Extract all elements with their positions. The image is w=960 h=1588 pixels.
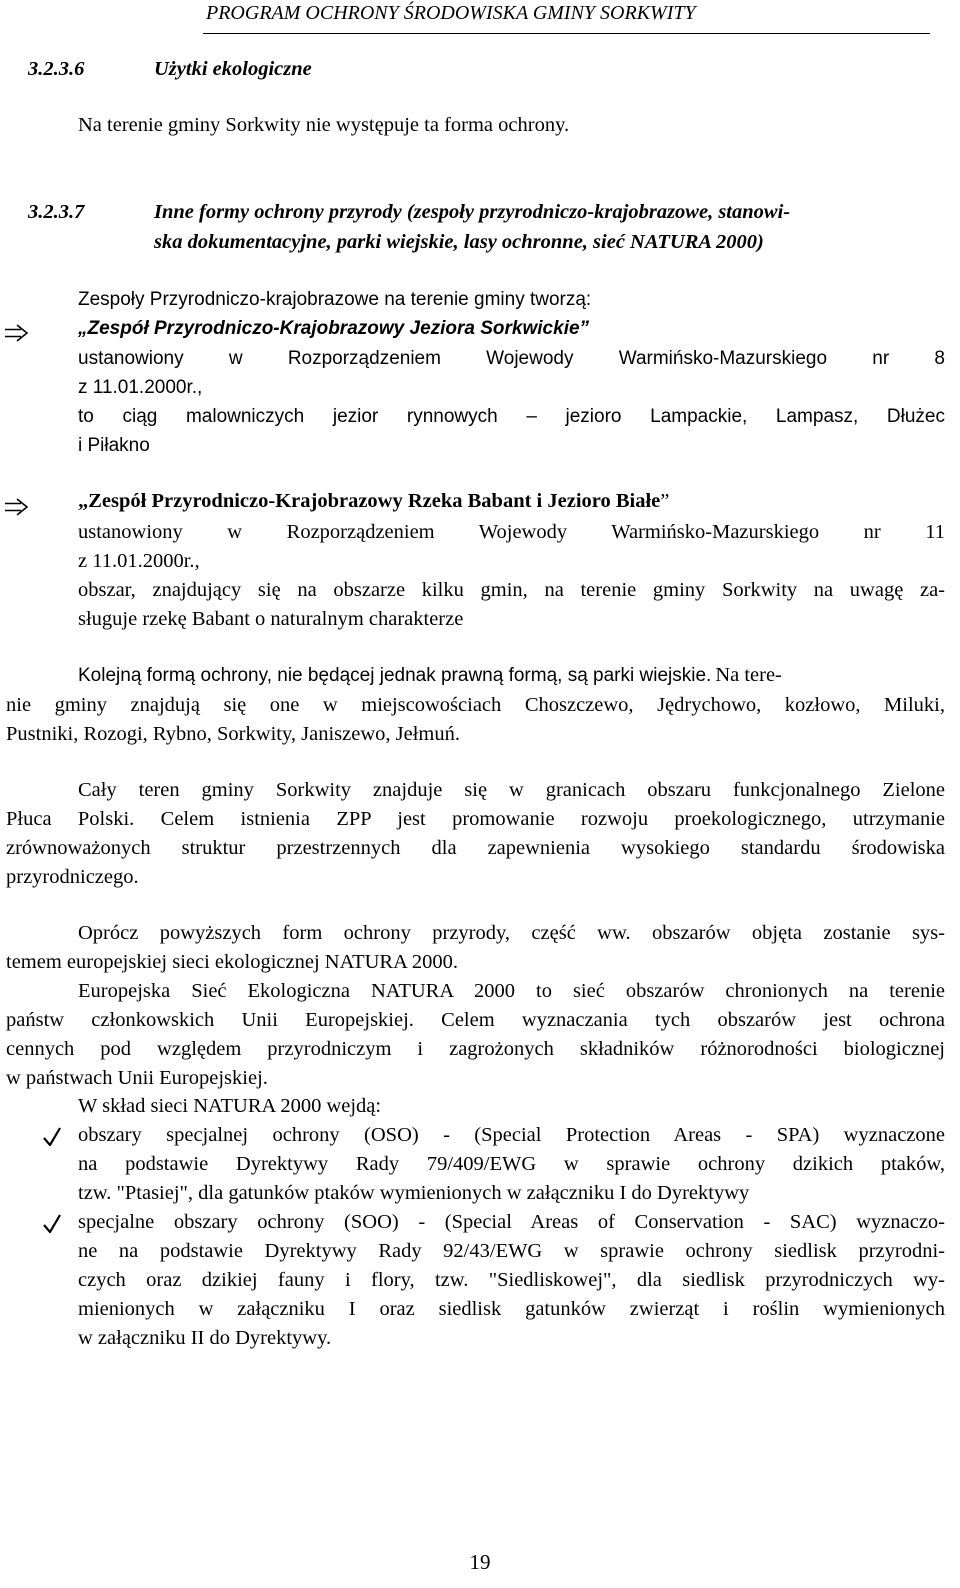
header-rule bbox=[203, 33, 930, 34]
list-item-line: specjalne obszary ochrony (SOO) - (Special Areas of Conservation - SAC) wyznaczo- bbox=[78, 1211, 945, 1233]
section-number: 3.2.3.7 bbox=[28, 201, 85, 223]
paragraph-text: Kolejną formą ochrony, nie będącej jednak prawną formą, są parki wiejskie. bbox=[78, 665, 712, 686]
paragraph-line bbox=[78, 664, 782, 687]
paragraph: Zespoły Przyrodniczo-krajobrazowe na terenie gminy tworzą: bbox=[78, 289, 592, 310]
paragraph-line: z 11.01.2000r., bbox=[78, 377, 203, 398]
paragraph-line: Płuca Polski. Celem istnienia ZPP jest promowanie rozwoju proekologicznego, utrzymanie bbox=[6, 808, 945, 830]
paragraph-line: W skład sieci NATURA 2000 wejdą: bbox=[78, 1095, 382, 1117]
paragraph-line: i Piłakno bbox=[78, 435, 150, 456]
paragraph-line: cennych pod względem przyrodniczym i zagrożonych składników różnorodności biologicznej bbox=[6, 1038, 945, 1060]
checkmark-icon bbox=[42, 1126, 62, 1148]
list-item-line: na podstawie Dyrektywy Rady 79/409/EWG w sprawie ochrony dzikich ptaków, bbox=[78, 1153, 945, 1175]
paragraph-line: z 11.01.2000r., bbox=[78, 550, 200, 572]
paragraph-line: obszar, znajdujący się na obszarze kilku gmin, na terenie gminy Sorkwity na uwagę za- bbox=[78, 579, 945, 601]
double-right-arrow-icon bbox=[4, 497, 30, 517]
checkmark-icon bbox=[42, 1213, 62, 1235]
list-item-line: ne na podstawie Dyrektywy Rady 92/43/EWG w sprawie ochrony siedlisk przyrodni- bbox=[78, 1240, 945, 1262]
paragraph-line: Europejska Sieć Ekologiczna NATURA 2000 to sieć obszarów chronionych na terenie bbox=[78, 980, 945, 1002]
paragraph-line: przyrodniczego. bbox=[6, 866, 139, 888]
list-item-line: tzw. "Ptasiej", dla gatunków ptaków wymienionych w załączniku I do Dyrektywy bbox=[78, 1182, 750, 1204]
page-number: 19 bbox=[469, 1550, 491, 1574]
paragraph-line: Oprócz powyższych form ochrony przyrody, część ww. obszarów objęta zostanie sys- bbox=[78, 922, 945, 944]
section-title: ska dokumentacyjne, parki wiejskie, lasy ochronne, sieć NATURA 2000) bbox=[154, 231, 764, 253]
paragraph-line: państw członkowskich Unii Europejskiej. Celem wyznaczania tych obszarów jest ochrona bbox=[6, 1009, 945, 1031]
zespol-name-text: „Zespół Przyrodniczo-Krajobrazowy Rzeka Babant i Jezioro Białe bbox=[78, 490, 661, 512]
list-item-line: w załączniku II do Dyrektywy. bbox=[78, 1327, 332, 1349]
paragraph-line: sługuje rzekę Babant o naturalnym charakterze bbox=[78, 608, 464, 630]
paragraph-line: ustanowiony w Rozporządzeniem Wojewody Warmińsko-Mazurskiego nr 8 bbox=[78, 348, 945, 369]
paragraph-line: Cały teren gminy Sorkwity znajduje się w granicach obszaru funkcjonalnego Zielone bbox=[78, 779, 945, 801]
section-number: 3.2.3.6 bbox=[28, 58, 85, 80]
paragraph-line: ustanowiony w Rozporządzeniem Wojewody Warmińsko-Mazurskiego nr 11 bbox=[78, 521, 945, 543]
double-right-arrow-icon bbox=[4, 323, 30, 343]
list-item-line: obszary specjalnej ochrony (OSO) - (Special Protection Areas - SPA) wyznaczone bbox=[78, 1124, 945, 1146]
paragraph-line: to ciąg malowniczych jezior rynnowych – jezioro Lampackie, Lampasz, Dłużec bbox=[78, 406, 945, 427]
zespol-name-quote: ” bbox=[660, 490, 670, 512]
list-item-line: czych oraz dzikiej fauny i flory, tzw. "Siedliskowej", dla siedlisk przyrodniczych wy- bbox=[78, 1269, 945, 1291]
paragraph-line: temem europejskiej sieci ekologicznej NATURA 2000. bbox=[6, 951, 459, 973]
list-item-line: mienionych w załączniku I oraz siedlisk gatunków zwierząt i roślin wymienionych bbox=[78, 1298, 945, 1320]
paragraph-text: Na tere- bbox=[715, 664, 782, 686]
paragraph-line: Pustniki, Rozogi, Rybno, Sorkwity, Janiszewo, Jełmuń. bbox=[6, 723, 460, 745]
paragraph-line: w państwach Unii Europejskiej. bbox=[6, 1067, 268, 1089]
zespol-name bbox=[78, 490, 669, 513]
section-title: Użytki ekologiczne bbox=[154, 58, 312, 80]
running-header: PROGRAM OCHRONY ŚRODOWISKA GMINY SORKWITY bbox=[206, 2, 696, 24]
section-title: Inne formy ochrony przyrody (zespoły przyrodniczo-krajobrazowe, stanowi- bbox=[154, 201, 791, 223]
zespol-name: „Zespół Przyrodniczo-Krajobrazowy Jeziora Sorkwickie” bbox=[78, 318, 590, 339]
paragraph-line: zrównoważonych struktur przestrzennych dla zapewnienia wysokiego standardu środowiska bbox=[6, 837, 945, 859]
paragraph: Na terenie gminy Sorkwity nie występuje ta forma ochrony. bbox=[78, 114, 570, 136]
paragraph-line: nie gminy znajdują się one w miejscowościach Choszczewo, Jędrychowo, kozłowo, Miluki, bbox=[6, 694, 945, 716]
